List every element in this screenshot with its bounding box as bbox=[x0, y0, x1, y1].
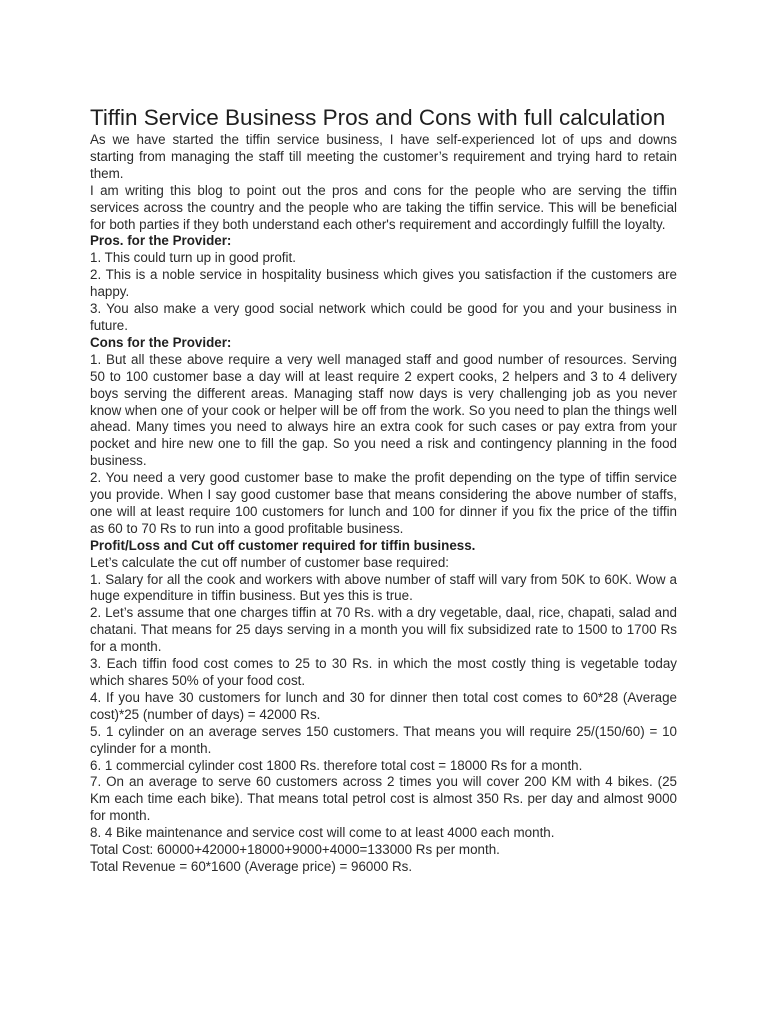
calc-item-1: 1. Salary for all the cook and workers with above number of staff will vary from 50K to 60K. Wow a huge expenditure in tiffin business. But yes this is true. bbox=[90, 571, 677, 604]
section-heading-profit-loss: Profit/Loss and Cut off customer required for tiffin business. bbox=[90, 537, 476, 553]
calc-item-4: 4. If you have 30 customers for lunch and 30 for dinner then total cost comes to 60*28 (Average cost)*25 (number of days) = 42000 Rs. bbox=[90, 689, 677, 722]
pros-item-3: 3. You also make a very good social network which could be good for you and your business in future. bbox=[90, 301, 677, 333]
document-body bbox=[90, 132, 677, 876]
paragraph-purpose: I am writing this blog to point out the pros and cons for the people who are serving the tiffin services across the country and the people who are taking the tiffin service. This will be beneficial for both parties if they both understand each other's requirement and accordingly fulfill the loyalty. bbox=[90, 182, 677, 232]
document-title: Tiffin Service Business Pros and Cons with full calculation bbox=[90, 105, 666, 130]
document-page bbox=[90, 104, 677, 876]
total-revenue-line: Total Revenue = 60*1600 (Average price) = 96000 Rs. bbox=[90, 858, 413, 874]
calc-item-2: 2. Let’s assume that one charges tiffin at 70 Rs. with a dry vegetable, daal, rice, chapati, salad and chatani. That means for 25 days serving in a month you will fix subsidized rate to 1500 to 1700 Rs for a month. bbox=[90, 605, 677, 655]
calc-item-5: 5. 1 cylinder on an average serves 150 customers. That means you will require 25/(150/60) = 10 cylinder for a month. bbox=[90, 723, 677, 756]
paragraph-intro: As we have started the tiffin service business, I have self-experienced lot of ups and downs starting from managing the staff till meeting the customer’s requirement and trying hard to retain them. bbox=[90, 132, 677, 181]
calc-item-6: 6. 1 commercial cylinder cost 1800 Rs. therefore total cost = 18000 Rs for a month. bbox=[90, 757, 583, 773]
section-heading-pros: Pros. for the Provider: bbox=[90, 233, 232, 249]
total-cost-line: Total Cost: 60000+42000+18000+9000+4000=133000 Rs per month. bbox=[90, 842, 500, 858]
calc-intro: Let’s calculate the cut off number of customer base required: bbox=[90, 554, 450, 570]
section-heading-cons: Cons for the Provider: bbox=[90, 334, 232, 350]
pros-item-2: 2. This is a noble service in hospitality business which gives you satisfaction if the customers are happy. bbox=[90, 267, 677, 300]
calc-item-3: 3. Each tiffin food cost comes to 25 to 30 Rs. in which the most costly thing is vegetable today which shares 50% of your food cost. bbox=[90, 656, 677, 688]
pros-item-1: 1. This could turn up in good profit. bbox=[90, 250, 296, 266]
calc-item-7: 7. On an average to serve 60 customers across 2 times you will cover 200 KM with 4 bikes. (25 Km each time each bike). That means total petrol cost is almost 350 Rs. per day and almost 9000 for month. bbox=[90, 774, 677, 824]
cons-item-1: 1. But all these above require a very well managed staff and good number of resources. Serving 50 to 100 customer base a day will at least require 2 expert cooks, 2 helpers and 3 to 4 delivery boys serving the different areas. Managing staff now days is very challenging job as you never know when one of your cook or helper will be off from the work. So you need to plan the things well ahead. Many times you need to always hire an extra cook for such cases or pay extra from your pocket and hire new one to fill the gap. So you need a risk and contingency planning in the food business. bbox=[90, 351, 677, 469]
calc-item-8: 8. 4 Bike maintenance and service cost will come to at least 4000 each month. bbox=[90, 825, 555, 841]
cons-item-2: 2. You need a very good customer base to make the profit depending on the type of tiffin service you provide. When I say good customer base that means considering the above number of staffs, one will at least require 100 customers for lunch and 100 for dinner if you fix the price of the tiffin as 60 to 70 Rs to run into a good profitable business. bbox=[90, 470, 677, 536]
